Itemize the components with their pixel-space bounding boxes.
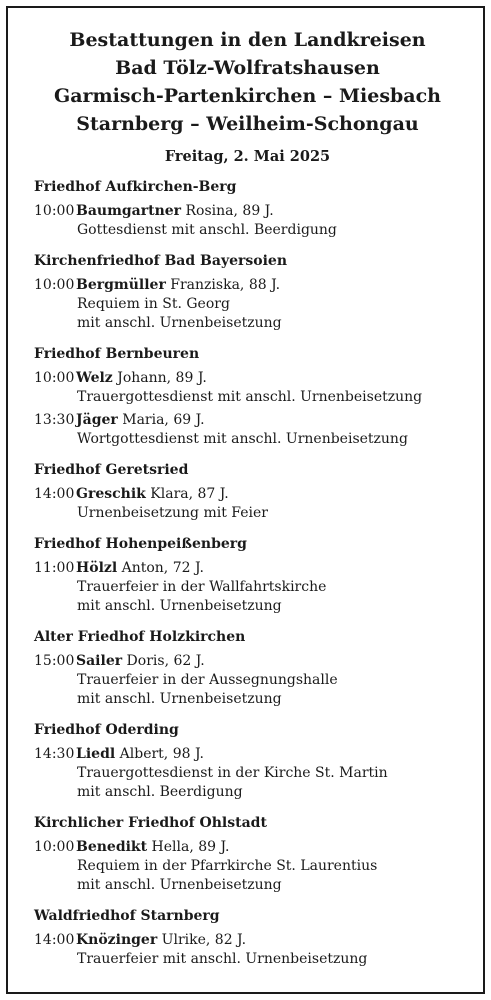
entry-detail: Trauergottesdienst in der Kirche St. Martin	[77, 765, 388, 781]
entry-main-line	[34, 484, 461, 504]
entry-name-age: Klara, 87 J.	[145, 486, 229, 502]
burial-entry	[34, 651, 461, 709]
entry-detail: mit anschl. Urnenbeisetzung	[77, 877, 282, 893]
cemetery-section	[34, 460, 461, 523]
entry-detail: mit anschl. Urnenbeisetzung	[77, 598, 282, 614]
cemetery-name: Kirchenfriedhof Bad Bayersoien	[34, 253, 287, 269]
entry-time: 14:00	[34, 486, 75, 502]
entry-time: 14:30	[34, 746, 75, 762]
entry-main-line	[34, 368, 461, 388]
entry-time: 10:00	[34, 839, 75, 855]
entry-name-age: Anton, 72 J.	[117, 560, 204, 576]
entry-name-age: Rosina, 89 J.	[181, 203, 274, 219]
title-line: Garmisch-Partenkirchen – Miesbach	[53, 85, 442, 107]
cemetery-name: Waldfriedhof Starnberg	[34, 908, 220, 924]
entry-surname: Knözinger	[76, 932, 158, 948]
entry-detail: Trauerfeier in der Wallfahrtskirche	[77, 579, 327, 595]
entry-name-age: Franziska, 88 J.	[165, 277, 281, 293]
burial-entry	[34, 410, 461, 449]
notice-date: Freitag, 2. Mai 2025	[164, 148, 331, 165]
cemetery-section	[34, 627, 461, 709]
entry-time: 14:00	[34, 932, 75, 948]
cemetery-list	[34, 177, 461, 969]
entry-detail: Wortgottesdienst mit anschl. Urnenbeisetzung	[77, 431, 408, 447]
entry-name-age: Hella, 89 J.	[147, 839, 230, 855]
cemetery-section	[34, 720, 461, 802]
cemetery-section	[34, 906, 461, 969]
cemetery-name: Friedhof Aufkirchen-Berg	[34, 179, 237, 195]
entry-time: 10:00	[34, 370, 75, 386]
burial-entry	[34, 930, 461, 969]
burial-entry	[34, 201, 461, 240]
entry-detail: Trauergottesdienst mit anschl. Urnenbeisetzung	[77, 389, 423, 405]
entry-time: 13:30	[34, 412, 75, 428]
burial-entry	[34, 275, 461, 333]
cemetery-section	[34, 813, 461, 895]
entry-main-line	[34, 837, 461, 857]
burial-entry	[34, 837, 461, 895]
entry-surname: Hölzl	[76, 560, 118, 576]
entry-time: 11:00	[34, 560, 75, 576]
notice-title	[34, 26, 461, 138]
cemetery-name: Alter Friedhof Holzkirchen	[34, 629, 246, 645]
title-line: Bestattungen in den Landkreisen	[69, 29, 426, 51]
burial-entry	[34, 744, 461, 802]
entry-main-line	[34, 651, 461, 671]
entry-time: 10:00	[34, 277, 75, 293]
entry-main-line	[34, 275, 461, 295]
entry-main-line	[34, 930, 461, 950]
entry-detail: Urnenbeisetzung mit Feier	[77, 505, 268, 521]
burial-entry	[34, 368, 461, 407]
entry-name-age: Johann, 89 J.	[112, 370, 207, 386]
entry-detail: Trauerfeier mit anschl. Urnenbeisetzung	[77, 951, 368, 967]
entry-time: 15:00	[34, 653, 75, 669]
entry-main-line	[34, 558, 461, 578]
cemetery-section	[34, 177, 461, 240]
entry-surname: Baumgartner	[76, 203, 182, 219]
entry-name-age: Maria, 69 J.	[117, 412, 205, 428]
title-line: Bad Tölz-Wolfratshausen	[115, 57, 380, 79]
entry-detail: Trauerfeier in der Aussegnungshalle	[77, 672, 338, 688]
cemetery-name: Friedhof Hohenpeißenberg	[34, 536, 247, 552]
cemetery-name: Friedhof Geretsried	[34, 462, 189, 478]
cemetery-section	[34, 534, 461, 616]
entry-surname: Jäger	[76, 412, 118, 428]
entry-name-age: Albert, 98 J.	[115, 746, 204, 762]
entry-surname: Bergmüller	[76, 277, 166, 293]
entry-surname: Liedl	[76, 746, 116, 762]
entry-detail: Gottesdienst mit anschl. Beerdigung	[77, 222, 337, 238]
entry-main-line	[34, 410, 461, 430]
entry-name-age: Ulrike, 82 J.	[157, 932, 247, 948]
cemetery-name: Friedhof Bernbeuren	[34, 346, 200, 362]
obituary-notice-frame	[6, 6, 485, 994]
cemetery-name: Friedhof Oderding	[34, 722, 179, 738]
entry-surname: Greschik	[76, 486, 146, 502]
entry-main-line	[34, 201, 461, 221]
burial-entry	[34, 558, 461, 616]
entry-detail: Requiem in St. Georg	[77, 296, 230, 312]
entry-surname: Benedikt	[76, 839, 148, 855]
entry-name-age: Doris, 62 J.	[122, 653, 205, 669]
entry-surname: Sailer	[76, 653, 123, 669]
entry-detail: mit anschl. Urnenbeisetzung	[77, 691, 282, 707]
entry-main-line	[34, 744, 461, 764]
cemetery-name: Kirchlicher Friedhof Ohlstadt	[34, 815, 267, 831]
cemetery-section	[34, 344, 461, 449]
entry-time: 10:00	[34, 203, 75, 219]
entry-detail: mit anschl. Beerdigung	[77, 784, 243, 800]
entry-detail: Requiem in der Pfarrkirche St. Laurentius	[77, 858, 378, 874]
burial-entry	[34, 484, 461, 523]
title-line: Starnberg – Weilheim-Schongau	[76, 113, 419, 135]
entry-detail: mit anschl. Urnenbeisetzung	[77, 315, 282, 331]
entry-surname: Welz	[76, 370, 113, 386]
cemetery-section	[34, 251, 461, 333]
